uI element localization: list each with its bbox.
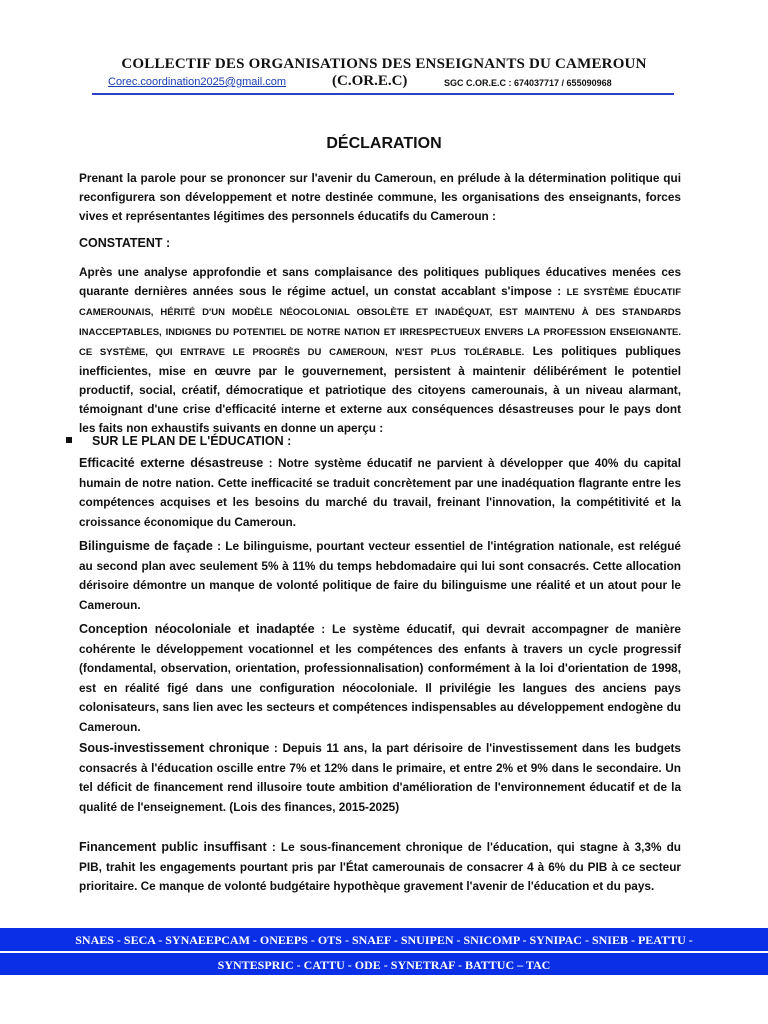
list-item bbox=[79, 739, 681, 817]
list-item bbox=[79, 537, 681, 615]
member-organizations-footer bbox=[0, 928, 768, 975]
bullet-square-icon bbox=[66, 437, 72, 443]
item-text: : Le sous-financement chronique de l'éducation, qui stagne à 3,3% du PIB, trahit les engagements pourtant pris par l'État camerounais de consacrer 4 à 6% du PIB à ce secteur prioritaire. Ce manque de volonté budgétaire hypothèque gravement l'avenir de l'éducation et du pays. bbox=[79, 840, 681, 893]
section-heading: CONSTATENT : bbox=[79, 236, 171, 250]
organization-acronym: (C.OR.E.C) bbox=[332, 73, 408, 89]
item-lead: Conception néocoloniale et inadaptée bbox=[79, 622, 315, 636]
list-item bbox=[79, 838, 681, 897]
analysis-end: Les politiques publiques inefficientes, mise en œuvre par le gouvernement, persistent à maintenir délibérément le potentiel productif, social, créatif, démocratique et patriotique des citoyens camerounais, à un niveau alarmant, témoignant d'une crise d'efficacité interne et externe aux conséquences désastreuses pour le pays dont les faits non exhaustifs suivants en donne un aperçu : bbox=[79, 344, 681, 435]
footer-line-2: SYNTESPRIC - CATTU - ODE - SYNETRAF - BATTUC – TAC bbox=[217, 958, 551, 972]
header-divider bbox=[92, 93, 674, 95]
bullet-heading-text: SUR LE PLAN DE L'ÉDUCATION : bbox=[92, 434, 292, 448]
analysis-caps: LE SYSTÈME ÉDUCATIF CAMEROUNAIS, HÉRITÉ D'UN MODÈLE NÉOCOLONIAL OBSOLÈTE ET INADÉQUAT, EST MAINTENU À DES STANDARDS INACCEPTABLES, INDIGNES DU POTENTIEL DE NOTRE NATION ET IRRESPECTUEUX ENVERS LA PROFESSION ENSEIGNANTE. CE SYSTÈME, QUI ENTRAVE LE PROGRÈS DU CAMEROUN, N'EST PLUS TOLÉRABLE. bbox=[79, 287, 682, 358]
item-text: : Le bilinguisme, pourtant vecteur essentiel de l'intégration nationale, est relégué au second plan avec seulement 5% à 11% du temps hebdomadaire qui lui sont consacrés. Cette allocation dérisoire démontre un manque de volonté politique de faire du bilinguisme une réalité et un atout pour le Cameroun. bbox=[79, 539, 681, 612]
organization-title: COLLECTIF DES ORGANISATIONS DES ENSEIGNANTS DU CAMEROUN bbox=[121, 56, 647, 72]
analysis-start: Après une analyse approfondie et sans complaisance des politiques publiques éducatives menées ces quarante dernières années sous le régime actuel, un constat accablant s'impose : bbox=[79, 265, 681, 298]
item-lead: Sous-investissement chronique bbox=[79, 741, 270, 755]
item-lead: Efficacité externe désastreuse bbox=[79, 456, 264, 470]
document-title: DÉCLARATION bbox=[326, 135, 442, 152]
item-lead: Bilinguisme de façade bbox=[79, 539, 213, 553]
email-link[interactable]: Corec.coordination2025@gmail.com bbox=[108, 76, 287, 88]
analysis-paragraph bbox=[79, 263, 681, 438]
list-item bbox=[79, 620, 681, 737]
footer-line-1: SNAES - SECA - SYNAEEPCAM - ONEEPS - OTS - SNAEF - SNUIPEN - SNICOMP - SYNIPAC - SNIEB - PEATTU - bbox=[0, 933, 768, 953]
item-text: : Notre système éducatif ne parvient à développer que 40% du capital humain de notre nation. Cette inefficacité se traduit concrètement par une inadéquation flagrante entre les compétences acquises et les besoins du marché du travail, freinant l'innovation, la compétitivité et la croissance économique du Cameroun. bbox=[79, 456, 681, 529]
item-text: : Depuis 11 ans, la part dérisoire de l'investissement dans les budgets consacrés à l'éducation oscille entre 7% et 12% dans le primaire, et entre 2% et 9% dans le secondaire. Un tel déficit de financement rend illusoire toute ambition d'amélioration de l'environnement éducatif et de la qualité de l'enseignement. (Lois des finances, 2015-2025) bbox=[79, 741, 681, 814]
item-lead: Financement public insuffisant bbox=[79, 840, 267, 854]
list-item bbox=[79, 454, 681, 532]
intro-paragraph: Prenant la parole pour se prononcer sur l'avenir du Cameroun, en prélude à la détermination politique qui reconfigurera son développement et notre destinée commune, les organisations des enseignants, forces vives et représentantes légitimes des personnels éducatifs du Cameroun : bbox=[79, 171, 681, 223]
contact-phone: SGC C.OR.E.C : 674037717 / 655090968 bbox=[444, 78, 612, 88]
bullet-heading bbox=[66, 434, 291, 448]
item-text: : Le système éducatif, qui devrait accompagner de manière cohérente le développement vocationnel et les compétences des enfants à travers un cycle progressif (fondamental, observation, orientation, professionnalisation) conformément à la loi d'orientation de 1998, est en réalité figé dans une configuration néocoloniale. Il privilégie les langues des anciens pays colonisateurs, sans lien avec les secteurs et compétences indispensables au développement endogène du Cameroun. bbox=[79, 622, 681, 734]
